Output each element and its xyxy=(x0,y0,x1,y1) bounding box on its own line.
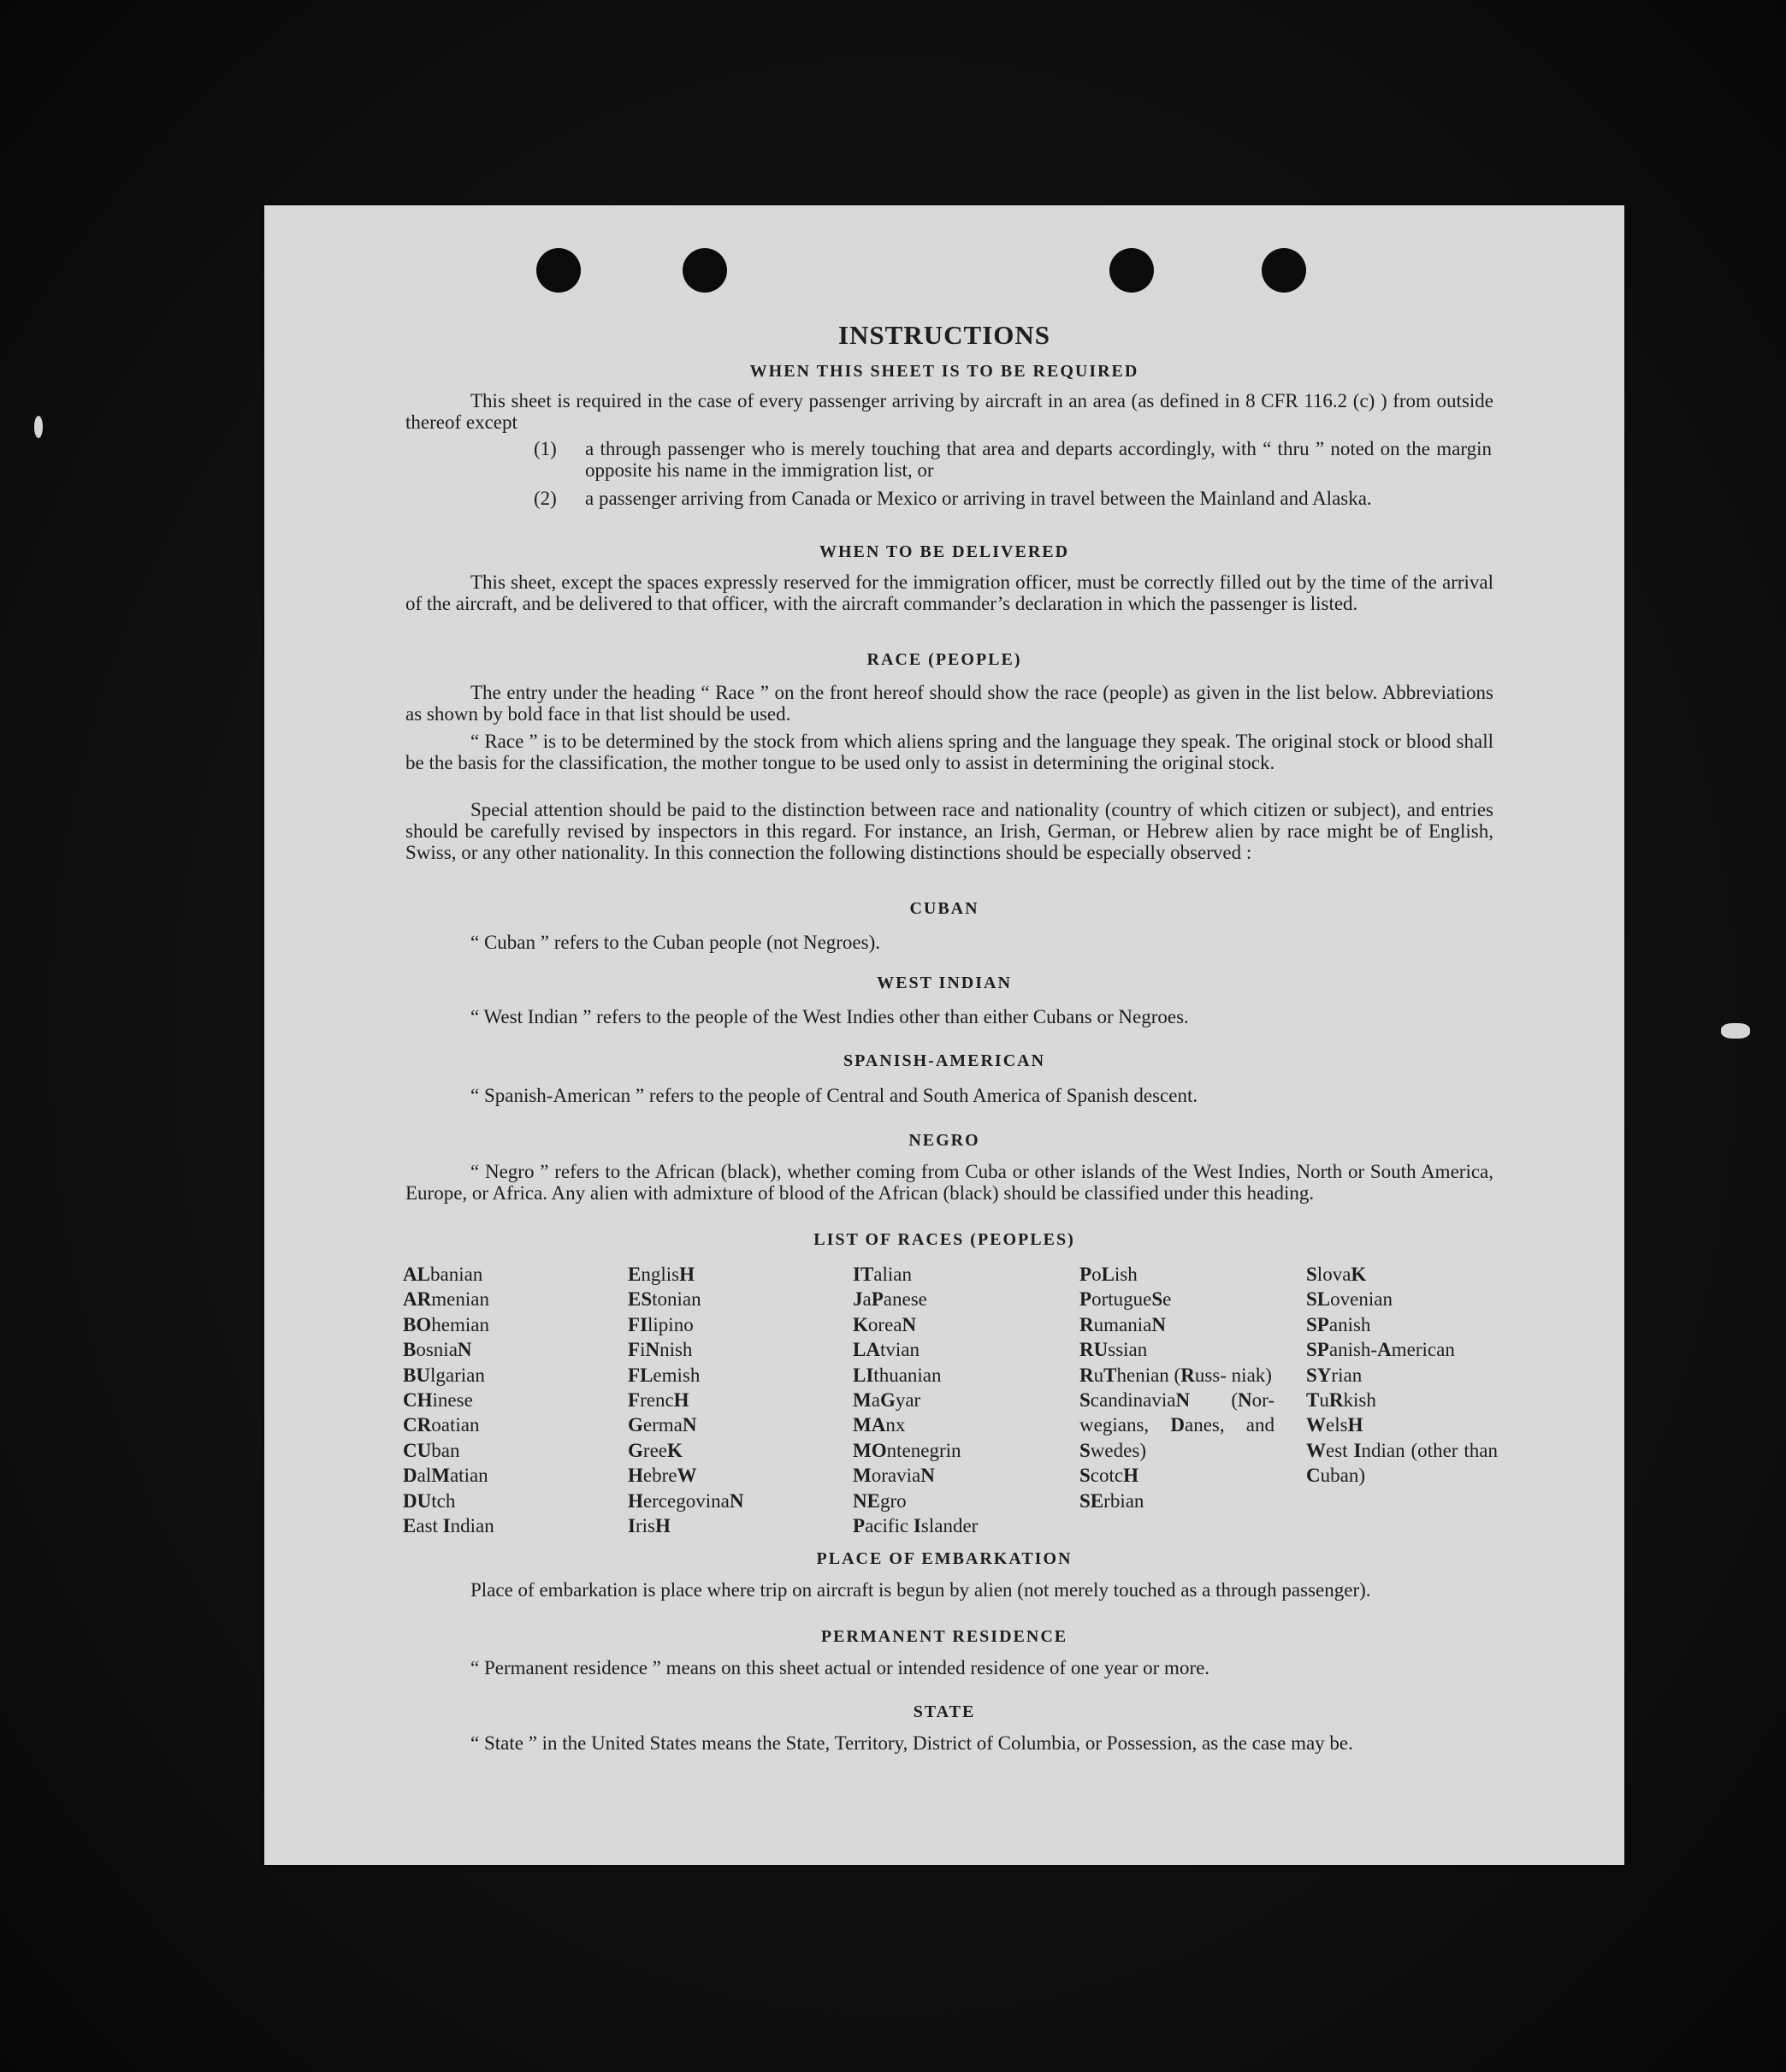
page-title: INSTRUCTIONS xyxy=(837,320,1050,350)
race-entry: FiNnish xyxy=(628,1339,693,1361)
race-entry: KoreaN xyxy=(853,1313,917,1335)
state-text: “ State ” in the United States means the State, Territory, District of Columbia, or Possession, as the case may be. xyxy=(470,1732,1353,1754)
race-paragraph-3: Special attention should be paid to the distinction between race and nationality (country of which citizen or subject), and entries should be carefully revised by inspectors in this regard. For instance, an Irish, German, or Hebrew alien by race might be of English, Swiss, or any other nationality. In this connection the following distinctions should be especially observed : xyxy=(405,799,1493,863)
race-entry: PortugueSe xyxy=(1079,1288,1172,1311)
race-entry: East Indian xyxy=(403,1515,494,1537)
race-entry: LAtvian xyxy=(853,1339,920,1361)
race-entry: DalMatian xyxy=(403,1465,488,1487)
section-heading-spanish-american: SPANISH-AMERICAN xyxy=(843,1051,1046,1070)
race-column xyxy=(628,1262,833,1538)
race-entry: SPanish xyxy=(1306,1313,1371,1335)
section-heading-west-indian: WEST INDIAN xyxy=(877,974,1012,992)
instruction-sheet xyxy=(264,205,1624,1865)
race-entry: MoraviaN xyxy=(853,1465,935,1487)
west-indian-text: “ West Indian ” refers to the people of the West Indies other than either Cubans or Negroes. xyxy=(470,1006,1189,1027)
section-heading-negro: NEGRO xyxy=(908,1131,980,1150)
cuban-text: “ Cuban ” refers to the Cuban people (not Negroes). xyxy=(470,932,881,953)
race-entry: ALbanian xyxy=(403,1264,483,1285)
race-entry: FIlipino xyxy=(628,1313,694,1335)
race-entry: MAnx xyxy=(853,1414,906,1436)
exception-text: a passenger arriving from Canada or Mexico or arriving in travel between the Mainland and Alaska. xyxy=(585,488,1372,509)
race-entry: SlovaK xyxy=(1306,1264,1367,1285)
punch-hole xyxy=(1262,248,1306,293)
race-entry: FLemish xyxy=(628,1364,701,1386)
race-entry: ScotcH xyxy=(1079,1465,1139,1487)
punch-hole xyxy=(683,248,727,293)
race-entry: BUlgarian xyxy=(403,1364,485,1386)
race-entry: West Indian (other than Cuban) xyxy=(1306,1439,1498,1487)
race-entry: HebreW xyxy=(628,1465,697,1487)
race-entry: SLovenian xyxy=(1306,1288,1393,1311)
when-delivered-text: This sheet, except the spaces expressly reserved for the immigration officer, must be correctly filled out by the time of the arrival of the aircraft, and be delivered to that officer, with the aircraft commander’s declaration in which the passenger is listed. xyxy=(405,571,1493,614)
exception-number: (2) xyxy=(534,488,557,509)
race-entry: CHinese xyxy=(403,1389,473,1412)
race-entry: HercegovinaN xyxy=(628,1489,744,1512)
race-entry: GermaN xyxy=(628,1414,697,1436)
race-entry: EnglisH xyxy=(628,1264,695,1285)
punch-hole xyxy=(1109,248,1154,293)
exception-item xyxy=(534,438,1492,481)
race-entry: CRoatian xyxy=(403,1414,480,1436)
race-entry: MaGyar xyxy=(853,1389,921,1412)
race-entry: EStonian xyxy=(628,1288,701,1311)
race-paragraph-2: “ Race ” is to be determined by the stock from which aliens spring and the language they speak. The original stock or blood shall be the basis for the classification, the mother tongue to be used only to assist in determining the original stock. xyxy=(405,731,1493,773)
race-entry: MOntenegrin xyxy=(853,1439,961,1461)
race-entry: CUban xyxy=(403,1439,460,1461)
race-entry: JaPanese xyxy=(853,1288,927,1311)
dust-speck xyxy=(1721,1023,1750,1039)
race-entry: SPanish-American xyxy=(1306,1339,1455,1361)
punch-hole xyxy=(536,248,581,293)
dust-speck xyxy=(34,416,43,438)
race-entry: SErbian xyxy=(1079,1489,1144,1512)
section-heading-race: RACE (PEOPLE) xyxy=(866,650,1022,669)
race-column xyxy=(403,1262,608,1538)
race-entry: GreeK xyxy=(628,1439,683,1461)
race-paragraph-1: The entry under the heading “ Race ” on the front hereof should show the race (people) as given in the list below. Abbreviations as shown by bold face in that list should be used. xyxy=(405,682,1493,725)
race-entry: BosniaN xyxy=(403,1339,472,1361)
race-entry: RumaniaN xyxy=(1079,1313,1166,1335)
embarkation-text: Place of embarkation is place where trip on aircraft is begun by alien (not merely touched as a through passenger). xyxy=(470,1579,1371,1601)
negro-text: “ Negro ” refers to the African (black), whether coming from Cuba or other islands of the West Indies, North or South America, Europe, or Africa. Any alien with admixture of blood of the African (black) should be classified under this heading. xyxy=(405,1161,1493,1204)
race-entry: BOhemian xyxy=(403,1313,489,1335)
section-heading-cuban: CUBAN xyxy=(909,899,979,918)
race-entry: RUssian xyxy=(1079,1339,1148,1361)
race-entry: DUtch xyxy=(403,1489,456,1512)
section-heading-list-of-races: LIST OF RACES (PEOPLES) xyxy=(813,1230,1075,1249)
section-heading-embarkation: PLACE OF EMBARKATION xyxy=(816,1549,1073,1568)
permanent-residence-text: “ Permanent residence ” means on this sheet actual or intended residence of one year or more. xyxy=(470,1657,1210,1678)
spanish-american-text: “ Spanish-American ” refers to the people of Central and South America of Spanish descent. xyxy=(470,1085,1198,1106)
race-entry: RuThenian (Russ- niak) xyxy=(1079,1364,1272,1386)
race-entry: ScandinaviaN (Nor- wegians, Danes, and Swedes) xyxy=(1079,1389,1275,1461)
race-entry: FrencH xyxy=(628,1389,689,1412)
exception-text: a through passenger who is merely touching that area and departs accordingly, with “ thru ” noted on the margin opposite his name in the immigration list, or xyxy=(585,438,1492,481)
race-entry: ARmenian xyxy=(403,1288,489,1311)
race-entry: TuRkish xyxy=(1306,1389,1376,1412)
race-entry: LIthuanian xyxy=(853,1364,942,1386)
race-column xyxy=(1306,1262,1498,1489)
race-entry: Pacific Islander xyxy=(853,1515,979,1537)
section-heading-when-required: WHEN THIS SHEET IS TO BE REQUIRED xyxy=(749,362,1139,381)
race-entry: NEgro xyxy=(853,1489,907,1512)
race-entry: IrisH xyxy=(628,1515,671,1537)
when-required-intro: This sheet is required in the case of every passenger arriving by aircraft in an area (as defined in 8 CFR 116.2 (c) ) from outside thereof except xyxy=(405,390,1493,433)
section-heading-permanent-residence: PERMANENT RESIDENCE xyxy=(820,1627,1068,1646)
race-entry: ITalian xyxy=(853,1264,913,1285)
exception-item xyxy=(534,488,1492,509)
race-column xyxy=(853,1262,1058,1538)
section-heading-state: STATE xyxy=(913,1702,976,1721)
race-entry: SYrian xyxy=(1306,1364,1363,1386)
race-entry: WelsH xyxy=(1306,1414,1363,1436)
race-entry: PoLish xyxy=(1079,1264,1138,1285)
exception-number: (1) xyxy=(534,438,557,459)
race-column xyxy=(1079,1262,1274,1513)
section-heading-when-delivered: WHEN TO BE DELIVERED xyxy=(819,542,1070,561)
